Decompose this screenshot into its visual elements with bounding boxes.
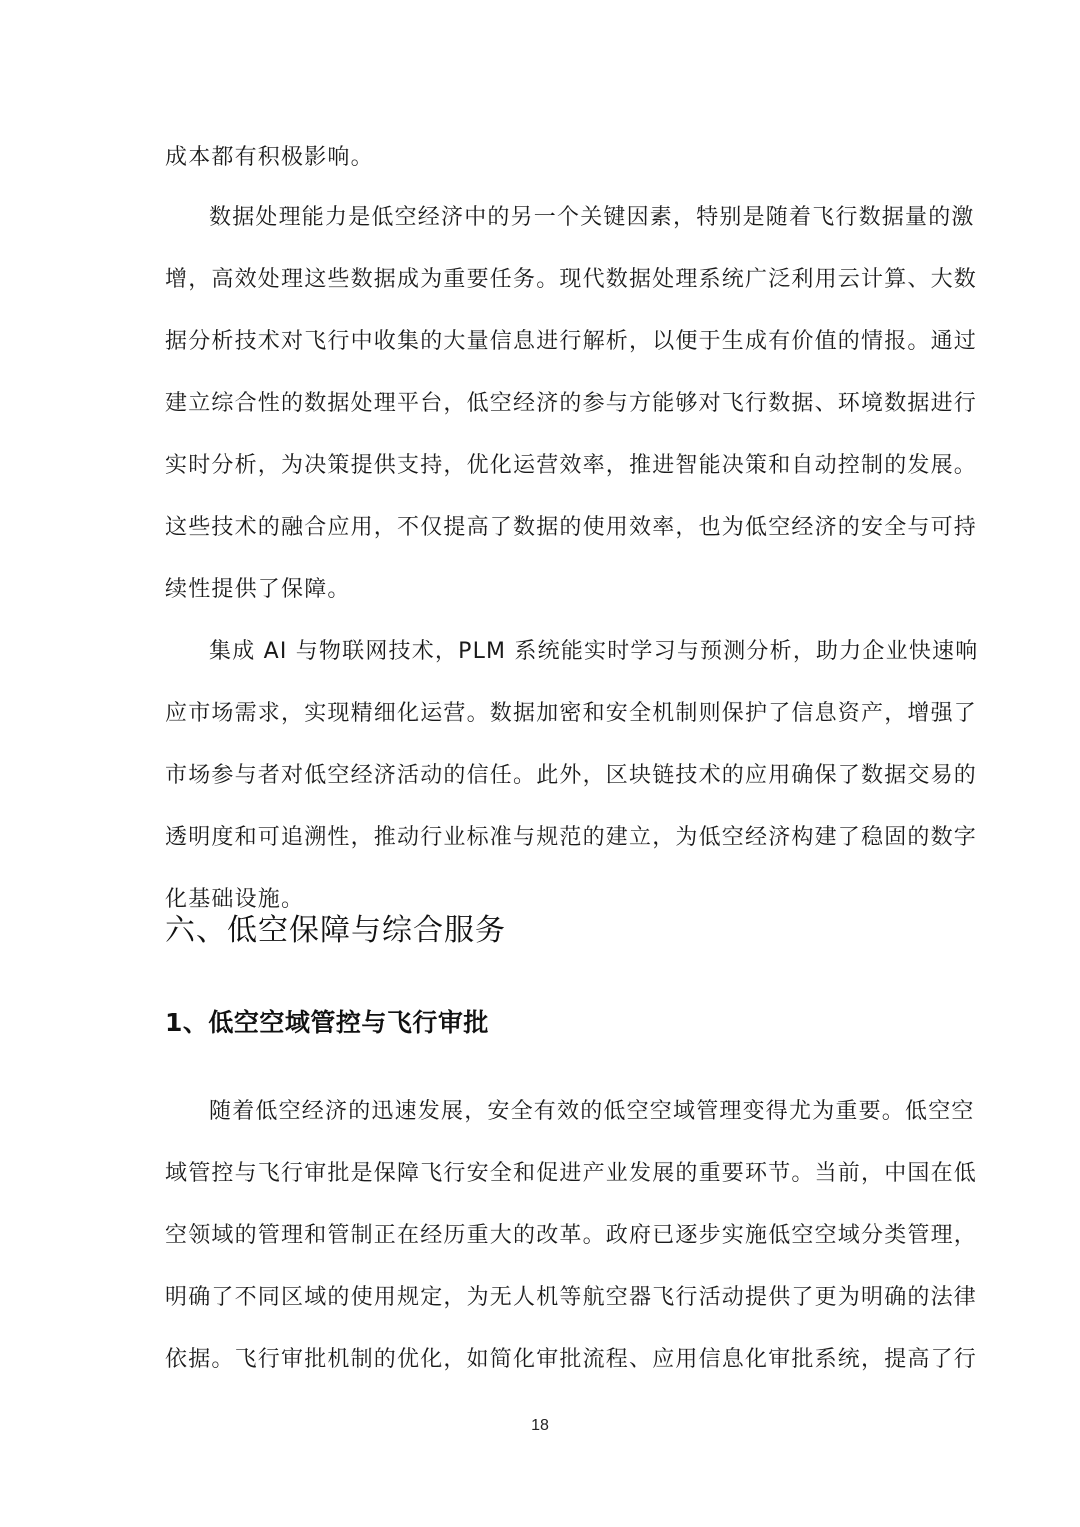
paragraph-line: 化基础设施。 bbox=[165, 887, 305, 912]
paragraph-line: 建立综合性的数据处理平台，低空经济的参与方能够对飞行数据、环境数据进行 bbox=[165, 391, 978, 416]
paragraph-line: 据分析技术对飞行中收集的大量信息进行解析，以便于生成有价值的情报。通过 bbox=[165, 329, 978, 354]
paragraph-line: 空领域的管理和管制正在经历重大的改革。政府已逐步实施低空空域分类管理， bbox=[165, 1223, 978, 1248]
paragraph-line: 依据。飞行审批机制的优化，如简化审批流程、应用信息化审批系统，提高了行 bbox=[165, 1347, 978, 1372]
paragraph-line: 市场参与者对低空经济活动的信任。此外，区块链技术的应用确保了数据交易的 bbox=[165, 763, 978, 788]
paragraph-line: 数据处理能力是低空经济中的另一个关键因素，特别是随着飞行数据量的激 bbox=[209, 205, 975, 230]
paragraph-line: 明确了不同区域的使用规定，为无人机等航空器飞行活动提供了更为明确的法律 bbox=[165, 1285, 978, 1310]
paragraph-line: 随着低空经济的迅速发展，安全有效的低空空域管理变得尤为重要。低空空 bbox=[209, 1099, 975, 1124]
page-number: 18 bbox=[531, 1417, 549, 1434]
paragraph-line: 应市场需求，实现精细化运营。数据加密和安全机制则保护了信息资产，增强了 bbox=[165, 701, 978, 726]
paragraph-line: 这些技术的融合应用，不仅提高了数据的使用效率，也为低空经济的安全与可持 bbox=[165, 515, 978, 540]
paragraph-line: 续性提供了保障。 bbox=[165, 577, 351, 602]
paragraph-line: 透明度和可追溯性，推动行业标准与规范的建立，为低空经济构建了稳固的数字 bbox=[165, 825, 978, 850]
paragraph-line: 集成 AI 与物联网技术，PLM 系统能实时学习与预测分析，助力企业快速响 bbox=[209, 639, 979, 664]
paragraph-line: 域管控与飞行审批是保障飞行安全和促进产业发展的重要环节。当前，中国在低 bbox=[165, 1161, 978, 1186]
subsection-heading: 1、低空空域管控与飞行审批 bbox=[165, 1008, 489, 1037]
paragraph-line: 增，高效处理这些数据成为重要任务。现代数据处理系统广泛利用云计算、大数 bbox=[165, 267, 978, 292]
paragraph-line: 实时分析，为决策提供支持，优化运营效率，推进智能决策和自动控制的发展。 bbox=[165, 453, 978, 478]
section-heading: 六、低空保障与综合服务 bbox=[165, 913, 506, 948]
paragraph-line: 成本都有积极影响。 bbox=[165, 145, 374, 170]
